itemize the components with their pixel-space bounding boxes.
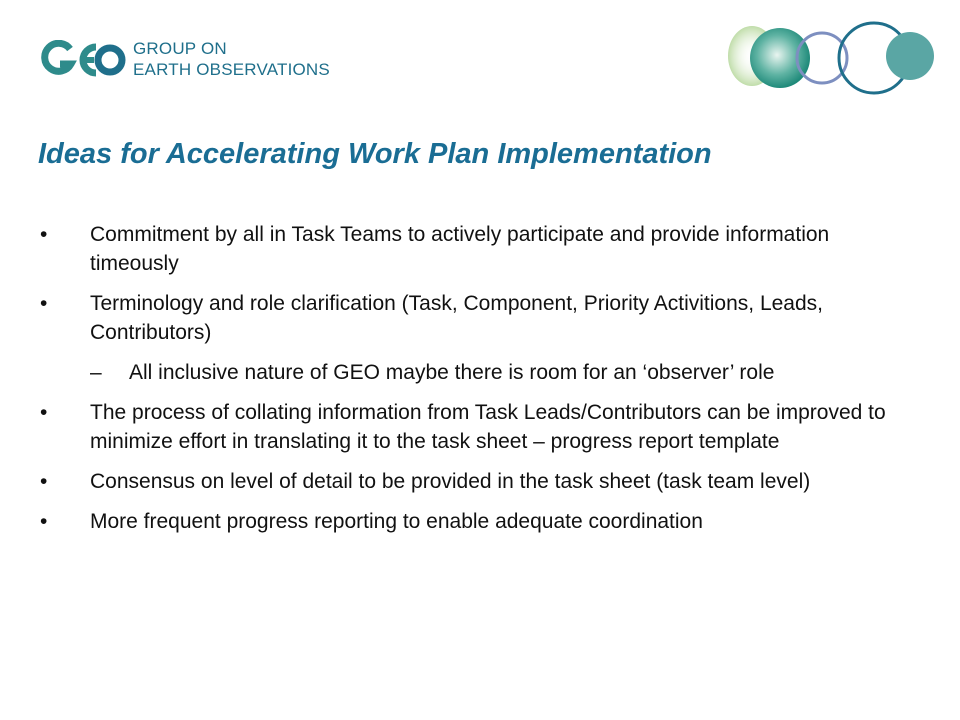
bullet-item xyxy=(40,507,920,536)
sub-bullet-marker: – xyxy=(90,361,102,384)
bullet-marker: • xyxy=(40,223,48,246)
bullet-item xyxy=(40,467,920,496)
geo-logo-icon xyxy=(40,40,126,80)
bullet-marker: • xyxy=(40,470,48,493)
bullet-marker: • xyxy=(40,401,48,424)
bullet-item xyxy=(40,289,920,347)
bullet-list xyxy=(40,220,920,547)
org-name-line1: GROUP ON xyxy=(133,39,227,58)
geo-logo xyxy=(40,38,330,82)
sub-bullet-item xyxy=(40,358,920,387)
sub-bullet-text: All inclusive nature of GEO maybe there is room for an ‘observer’ role xyxy=(129,361,775,384)
bullet-item xyxy=(40,398,920,456)
bullet-text: Terminology and role clarification (Task, Component, Priority Activitions, Leads, Contributors) xyxy=(90,292,823,344)
bullet-text: The process of collating information from Task Leads/Contributors can be improved to minimize effort in translating it to the task sheet – progress report template xyxy=(90,401,886,453)
bullet-marker: • xyxy=(40,510,48,533)
bullet-item xyxy=(40,220,920,278)
slide-title: Ideas for Accelerating Work Plan Implementation xyxy=(38,138,712,170)
bullet-text: Commitment by all in Task Teams to actively participate and provide information timeously xyxy=(90,223,830,275)
bullet-text: Consensus on level of detail to be provided in the task sheet (task team level) xyxy=(90,470,811,493)
org-name-line2: EARTH OBSERVATIONS xyxy=(133,60,330,79)
bullet-marker: • xyxy=(40,292,48,315)
bullet-text: More frequent progress reporting to enable adequate coordination xyxy=(90,510,703,533)
geo-circles-icon xyxy=(722,12,942,112)
org-name xyxy=(133,38,330,80)
